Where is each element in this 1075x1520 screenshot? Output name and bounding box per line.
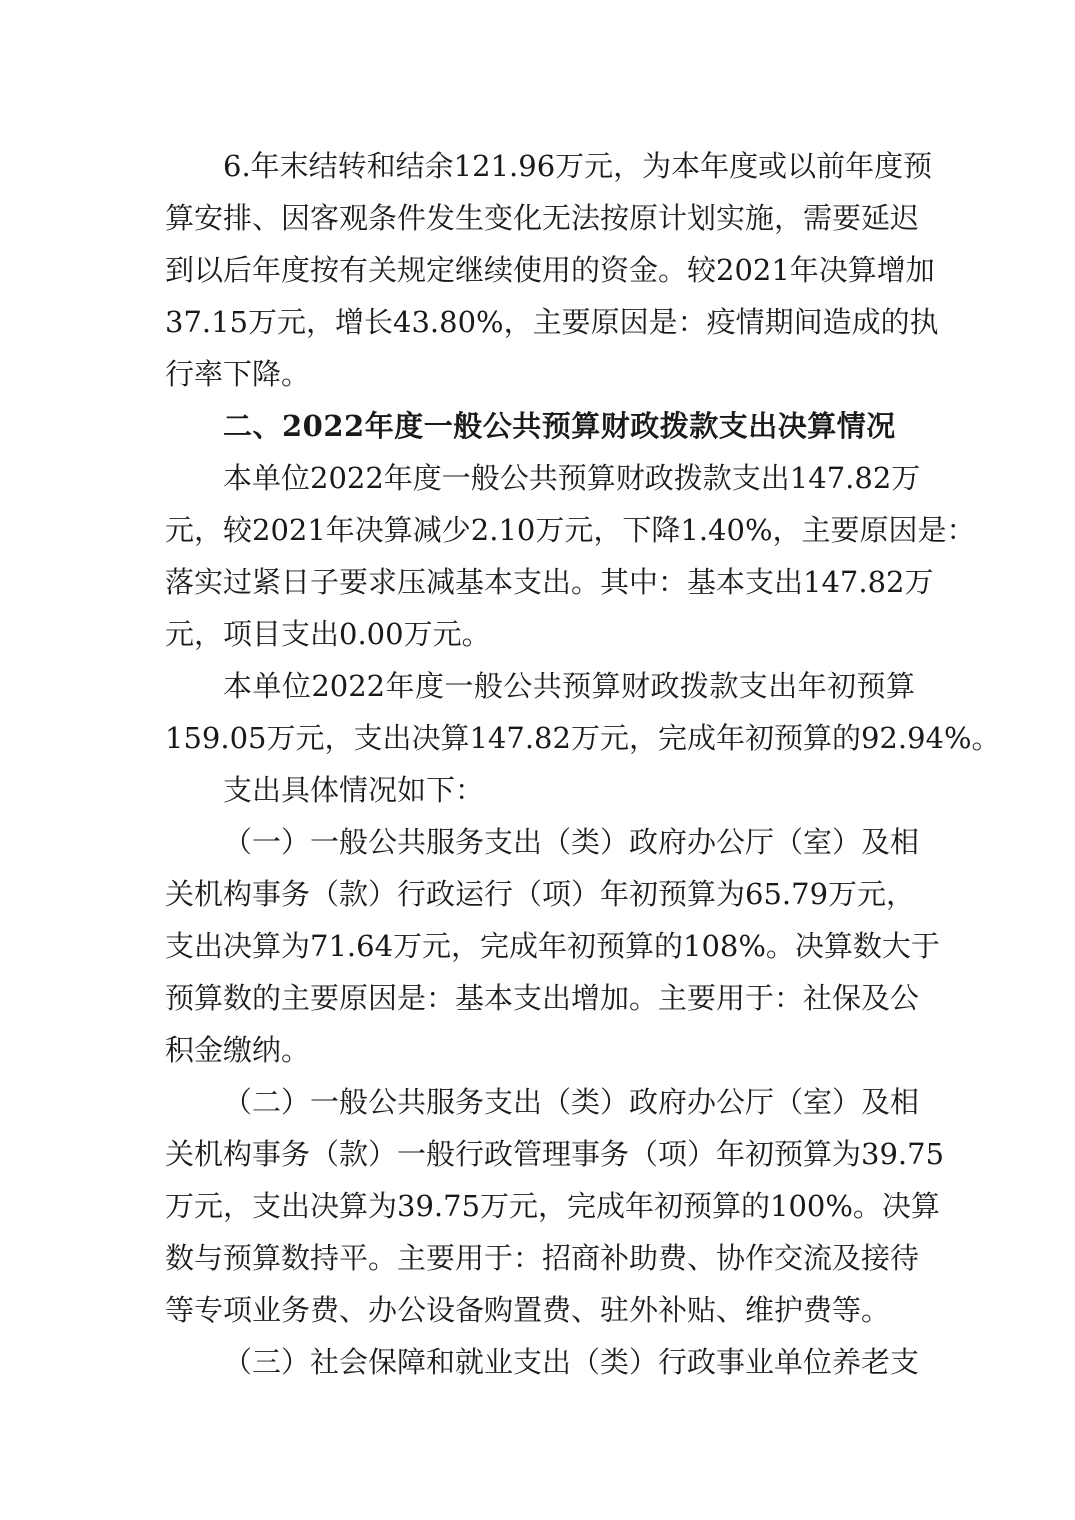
paragraph-line: 159.05万元，支出决算147.82万元，完成年初预算的92.94%。 [165, 721, 1001, 755]
paragraph-line: 元，项目支出0.00万元。 [165, 617, 491, 651]
paragraph-line: 37.15万元，增长43.80%，主要原因是：疫情期间造成的执 [165, 305, 939, 339]
paragraph-line: 本单位2022年度一般公共预算财政拨款支出147.82万 [223, 461, 921, 495]
paragraph-line: 支出具体情况如下： [223, 773, 485, 807]
paragraph-line: 预算数的主要原因是：基本支出增加。主要用于：社保及公 [165, 981, 920, 1015]
paragraph-line: 数与预算数持平。主要用于：招商补助费、协作交流及接待 [165, 1241, 920, 1275]
section-heading: 二、2022年度一般公共预算财政拨款支出决算情况 [223, 409, 896, 443]
paragraph-line: 到以后年度按有关规定继续使用的资金。较2021年决算增加 [165, 253, 935, 287]
paragraph-line: 关机构事务（款）一般行政管理事务（项）年初预算为39.75 [165, 1137, 945, 1171]
paragraph-line: 关机构事务（款）行政运行（项）年初预算为65.79万元， [165, 877, 916, 911]
paragraph-line: 落实过紧日子要求压减基本支出。其中：基本支出147.82万 [165, 565, 934, 599]
paragraph-line: 元，较2021年决算减少2.10万元，下降1.40%，主要原因是： [165, 513, 976, 547]
paragraph-line: 算安排、因客观条件发生变化无法按原计划实施，需要延迟 [165, 201, 920, 235]
paragraph-line: 万元，支出决算为39.75万元，完成年初预算的100%。决算 [165, 1189, 940, 1223]
paragraph-line: 等专项业务费、办公设备购置费、驻外补贴、维护费等。 [165, 1293, 891, 1327]
paragraph-line: （三）社会保障和就业支出（类）行政事业单位养老支 [223, 1345, 920, 1379]
paragraph-line: （二）一般公共服务支出（类）政府办公厅（室）及相 [223, 1085, 920, 1119]
paragraph-line: 积金缴纳。 [165, 1033, 311, 1067]
paragraph-line: 行率下降。 [165, 357, 311, 391]
paragraph-line: 支出决算为71.64万元，完成年初预算的108%。决算数大于 [165, 929, 940, 963]
paragraph-line: 本单位2022年度一般公共预算财政拨款支出年初预算 [223, 669, 915, 703]
paragraph-line: （一）一般公共服务支出（类）政府办公厅（室）及相 [223, 825, 920, 859]
paragraph-line: 6.年末结转和结余121.96万元，为本年度或以前年度预 [223, 149, 933, 183]
